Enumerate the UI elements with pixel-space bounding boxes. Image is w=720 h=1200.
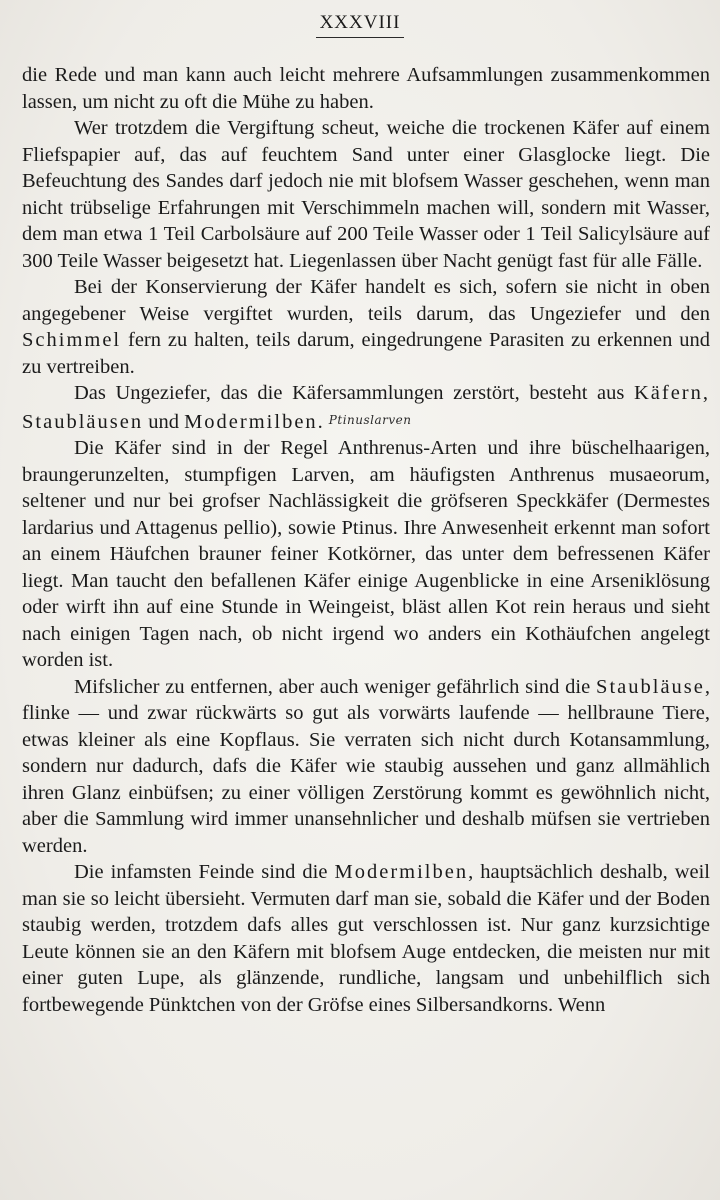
paragraph [22,62,710,115]
paragraph [22,859,710,1018]
emphasized-term: Modermilben [334,861,469,883]
emphasized-term: Schimmel [22,329,122,351]
paragraph-text: , flinke — und zwar rückwärts so gut als vorwärts laufende — hellbraune Tiere, etwas kleiner als eine Kopflaus. Sie verraten sich nicht durch Kotansammlung, sondern nur dadurch, dafs die Käfer wie staubig aussehen und ganz allmählich ihren Glanz einbüfsen; zu einer völligen Zerstörung kommt es gewöhnlich nicht, aber die Sammlung wird immer unansehnlicher und deshalb müfsen sie vertrieben werden. [22,675,710,857]
paragraph-text: die Rede und man kann auch leicht mehrere Aufsammlungen zusammenkommen lassen, um nicht zu oft die Mühe zu haben. [22,64,710,113]
emphasized-term: Staubläuse [596,675,705,698]
paragraph [22,115,710,274]
handwritten-annotation: Ptinuslarven [328,412,412,427]
page-number: XXXVIII [316,12,405,38]
emphasized-term: Käfern, Staubläusen [22,382,710,433]
paragraph [22,674,710,860]
paragraph-text: Bei der Konservierung der Käfer handelt es sich, sofern sie nicht in oben angegebener Weise vergiftet wurden, teils darum, das Ungeziefer und den [22,276,710,325]
paragraph-text: und [143,410,185,433]
paragraph-text: Wer trotzdem die Vergiftung scheut, weiche die trockenen Käfer auf einem Fliefspapier auf, das auf feuchtem Sand unter einer Glasglocke liegt. Die Befeuchtung des Sandes darf jedoch nie mit blofsem Wasser geschehen, wenn man nicht trübselige Erfahrungen mit Verschimmeln machen will, sondern mit Wasser, dem man etwa 1 Teil Carbolsäure auf 200 Teile Wasser oder 1 Teil Salicylsäure auf 300 Teile Wasser beigesetzt hat. Liegenlassen über Nacht genügt fast für alle Fälle. [22,117,710,272]
body-text [22,62,710,1018]
paragraph-text: Mifslicher zu entfernen, aber auch weniger gefährlich sind die [74,675,597,698]
paragraph-text: Das Ungeziefer, das die Käfersammlungen zerstört, besteht aus [74,382,634,404]
page-header [0,12,720,38]
paragraph-text: Die Käfer sind in der Regel Anthrenus-Arten und ihre büschelhaarigen, braungerunzelten, stumpfigen Larven, am häufigsten Anthrenus musaeorum, seltener und nur bei grofser Nachlässigkeit die gröfseren Speckkäfer (Dermestes lardarius und Attagenus pellio), sowie Ptinus. Ihre Anwesenheit erkennt man sofort an einem Häufchen brauner feiner Kotkörner, das unter dem befressenen Käfer liegt. Man taucht den befallenen Käfer einige Augenblicke in eine Arseniklösung oder wirft ihn auf eine Stunde in Weingeist, bläst allen Kot rein heraus und sieht nach einigen Tagen nach, ob nicht irgend wo anders ein Kothäufchen angelegt worden ist. [22,437,710,671]
paragraph [22,380,710,435]
paragraph-text: Die infamsten Feinde sind die [74,861,335,883]
paragraph [22,274,710,380]
paragraph-text: , hauptsächlich deshalb, weil man sie so leicht übersieht. Vermuten darf man sie, sobald die Käfer und der Boden staubig werden, trotzdem dafs alles gut verschlossen ist. Nur ganz kurzsichtige Leute können sie an den Käfern mit blofsem Auge entdecken, die meisten nur mit einer guten Lupe, als glänzende, rundliche, langsam und unbehilflich sich fortbewegende Pünktchen von der Gröfse eines Silbersandkorns. Wenn [22,861,710,1016]
paragraph [22,435,710,674]
paragraph-text: fern zu halten, teils darum, eingedrungene Parasiten zu erkennen und zu vertreiben. [22,329,710,378]
emphasized-term: Modermilben. [184,410,325,433]
